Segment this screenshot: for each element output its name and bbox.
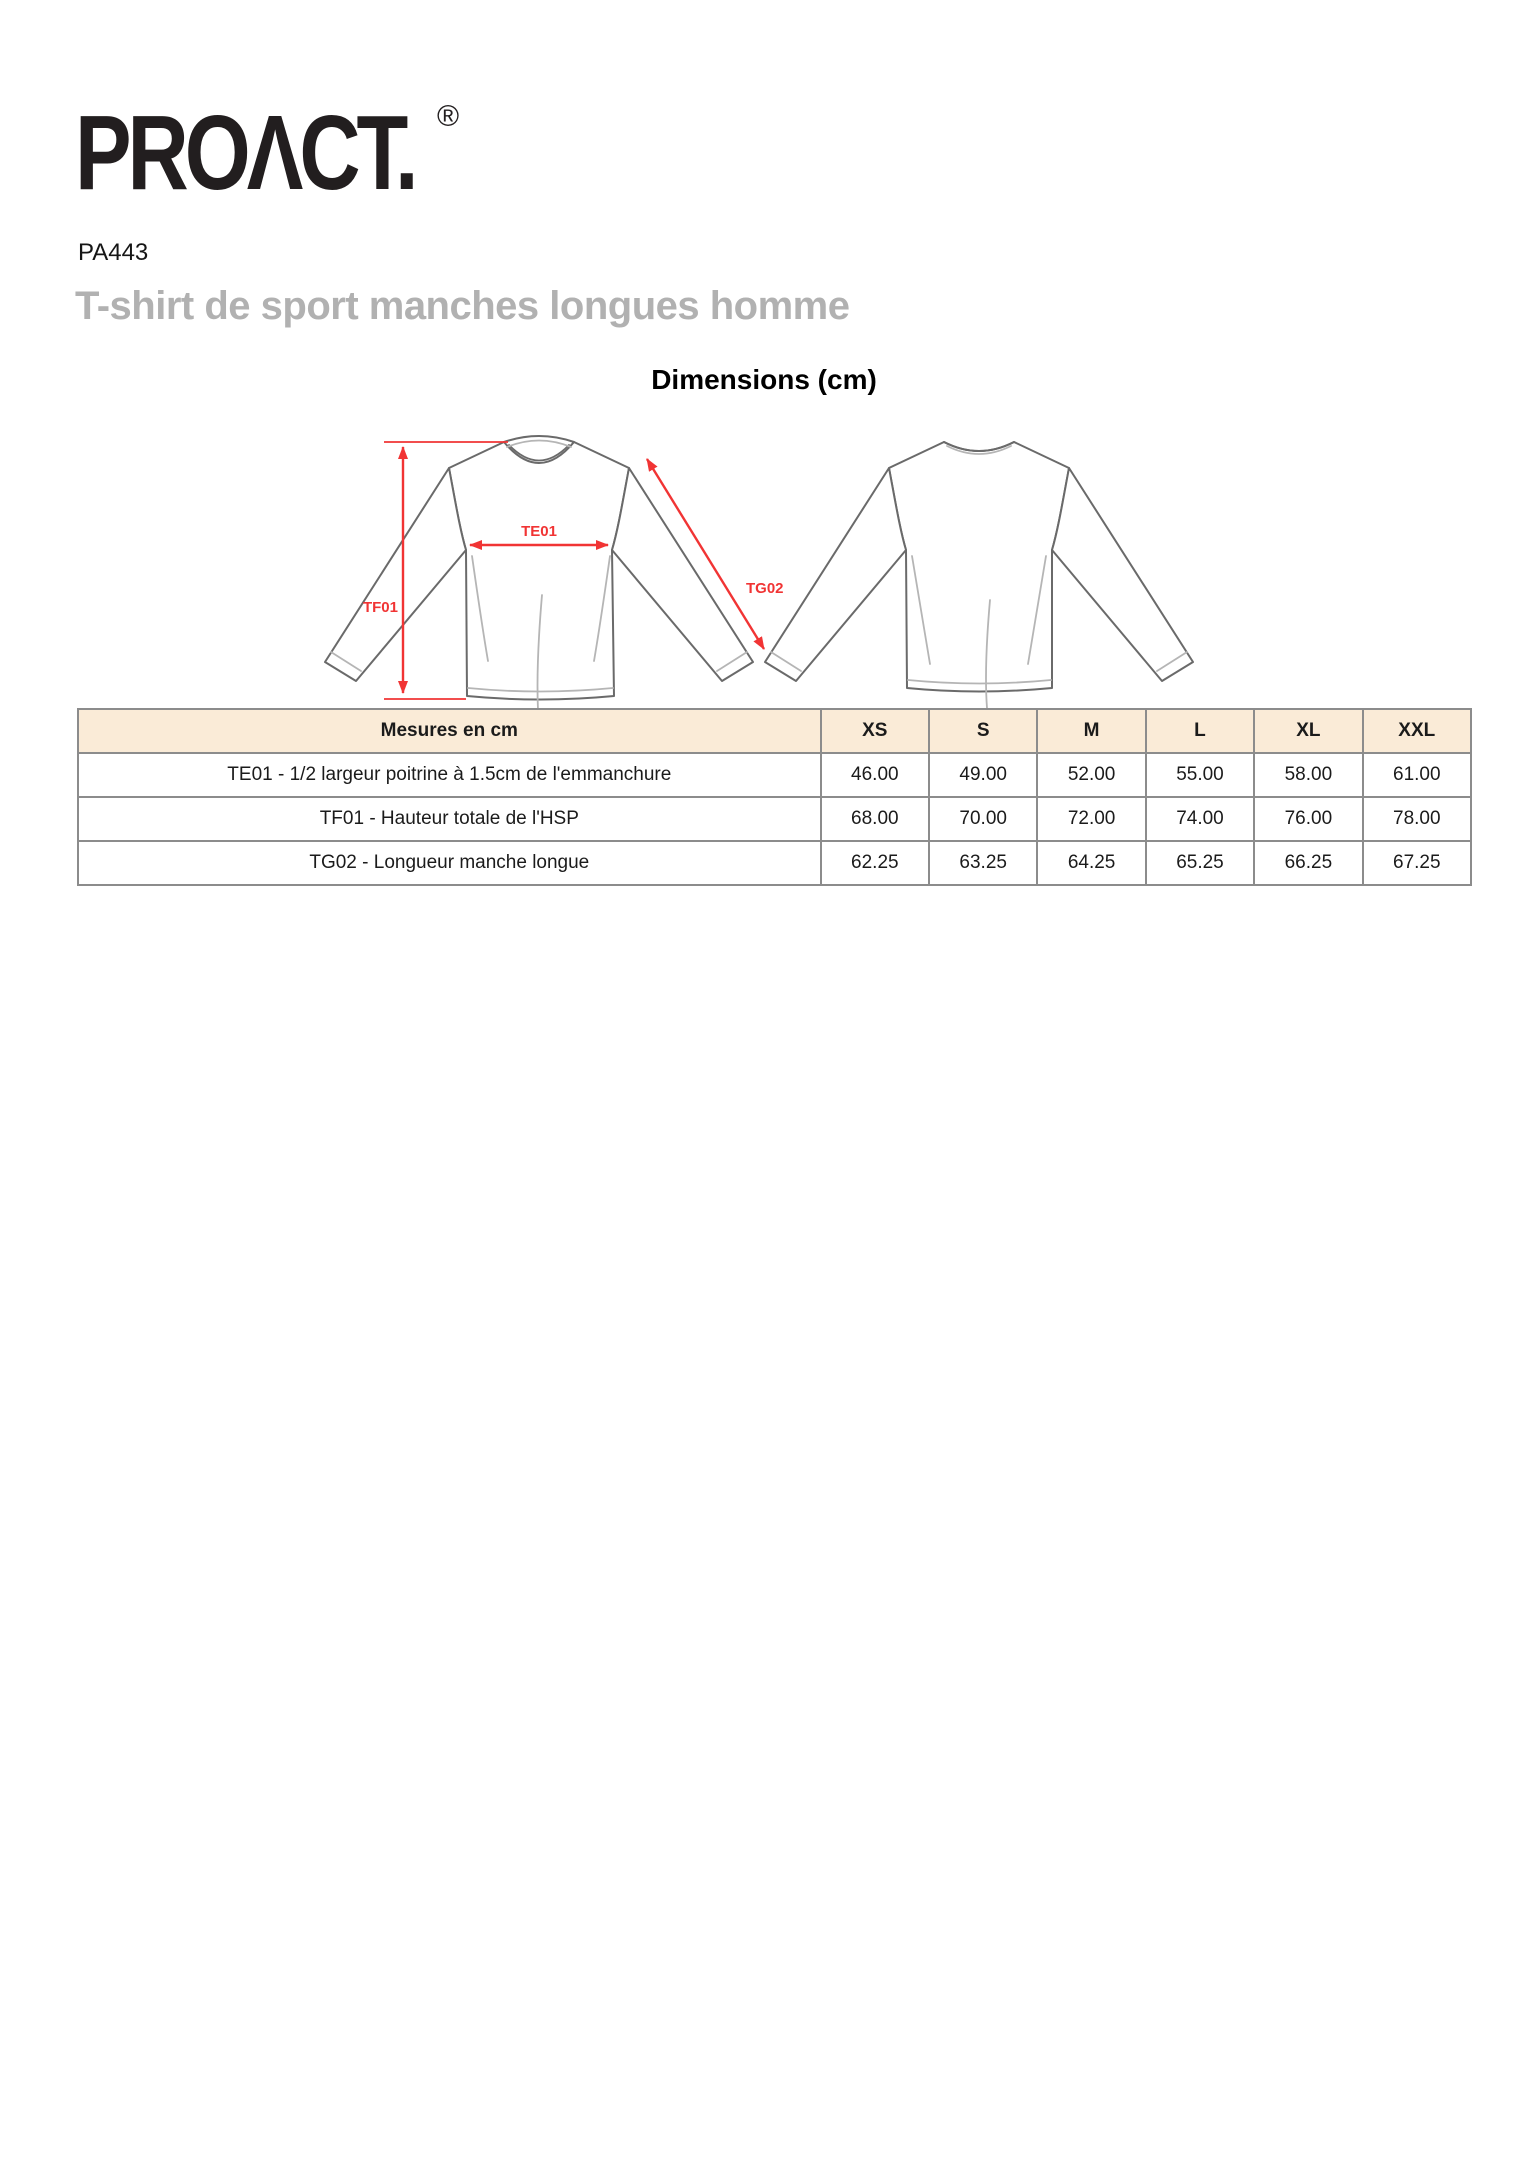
product-code: PA443 xyxy=(78,239,149,266)
measure-row-tg02 xyxy=(78,841,1471,885)
product-title: T-shirt de sport manches longues homme xyxy=(75,284,850,328)
measure-value-cell: 65.25 xyxy=(1146,841,1254,885)
measure-value-cell: 62.25 xyxy=(821,841,929,885)
size-header-xxl: XXL xyxy=(1363,709,1471,753)
measures-header-cell: Mesures en cm xyxy=(78,709,821,753)
measure-label-tf01: TF01 xyxy=(362,599,398,616)
measure-value-cell: 46.00 xyxy=(821,753,929,797)
measure-value-cell: 78.00 xyxy=(1363,797,1471,841)
measure-value-cell: 52.00 xyxy=(1037,753,1145,797)
brand-logo-text: PROΛCT. xyxy=(75,94,415,212)
measure-value-cell: 67.25 xyxy=(1363,841,1471,885)
measure-label-cell: TG02 - Longueur manche longue xyxy=(78,841,821,885)
size-header-l: L xyxy=(1146,709,1254,753)
measure-row-te01 xyxy=(78,753,1471,797)
size-header-m: M xyxy=(1037,709,1145,753)
size-table xyxy=(77,708,1472,886)
measure-value-cell: 66.25 xyxy=(1254,841,1362,885)
front-body xyxy=(449,442,629,700)
measure-value-cell: 74.00 xyxy=(1146,797,1254,841)
measure-label-te01: TE01 xyxy=(521,523,557,540)
brand-logo xyxy=(75,94,495,212)
front-left-sleeve xyxy=(325,468,466,681)
measure-value-cell: 58.00 xyxy=(1254,753,1362,797)
registered-trademark-icon: ® xyxy=(437,100,460,133)
dimensions-section-title: Dimensions (cm) xyxy=(651,364,877,395)
back-body xyxy=(889,442,1069,692)
garment-diagram-svg xyxy=(230,390,1290,710)
measure-value-cell: 64.25 xyxy=(1037,841,1145,885)
measure-value-cell: 76.00 xyxy=(1254,797,1362,841)
size-header-xs: XS xyxy=(821,709,929,753)
front-right-sleeve xyxy=(612,468,753,681)
measure-label-cell: TF01 - Hauteur totale de l'HSP xyxy=(78,797,821,841)
size-header-s: S xyxy=(929,709,1037,753)
measure-value-cell: 72.00 xyxy=(1037,797,1145,841)
measure-label-tg02: TG02 xyxy=(746,580,784,597)
measure-value-cell: 68.00 xyxy=(821,797,929,841)
measure-value-cell: 70.00 xyxy=(929,797,1037,841)
back-left-sleeve xyxy=(765,468,906,681)
measure-row-tf01 xyxy=(78,797,1471,841)
measure-value-cell: 55.00 xyxy=(1146,753,1254,797)
measure-label-cell: TE01 - 1/2 largeur poitrine à 1.5cm de l'emmanchure xyxy=(78,753,821,797)
size-header-xl: XL xyxy=(1254,709,1362,753)
front-view xyxy=(325,436,753,710)
back-view xyxy=(765,442,1193,708)
measure-value-cell: 49.00 xyxy=(929,753,1037,797)
garment-diagram xyxy=(230,390,1290,710)
measure-value-cell: 61.00 xyxy=(1363,753,1471,797)
measure-value-cell: 63.25 xyxy=(929,841,1037,885)
size-table-header-row xyxy=(78,709,1471,753)
back-right-sleeve xyxy=(1052,468,1193,681)
